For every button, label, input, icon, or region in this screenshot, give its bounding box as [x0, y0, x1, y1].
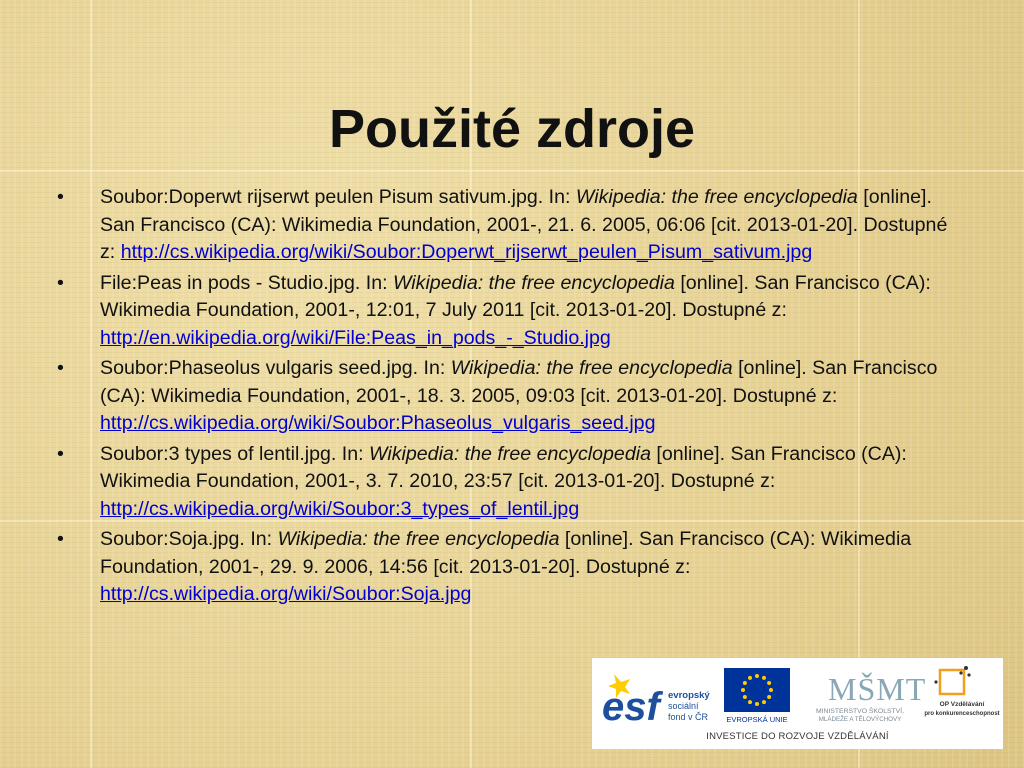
reference-source-title: Wikipedia: the free encyclopedia	[575, 186, 858, 208]
esf-text-1: evropský	[668, 690, 710, 701]
eu-star-icon	[767, 695, 771, 699]
reference-text: Soubor:Doperwt rijserwt peulen Pisum sativum.jpg. In:	[100, 186, 576, 208]
op-dot-icon	[964, 666, 968, 670]
reference-text: File:Peas in pods - Studio.jpg. In:	[100, 271, 393, 294]
reference-source-title: Wikipedia: the free encyclopedia	[450, 357, 733, 379]
reference-link[interactable]: http://cs.wikipedia.org/wiki/Soubor:Doperwt_rijserwt_peulen_Pisum_sativum.jpg	[120, 241, 813, 263]
reference-item	[55, 355, 955, 438]
eu-star-icon	[748, 676, 752, 680]
reference-details: [online]. San Francisco (CA): Wikimedia Foundation, 2001-, 21. 6. 2005, 06:06 [cit. 2013-01-20]. Dostupné z:	[100, 186, 948, 263]
reference-details: [online]. San Francisco (CA): Wikimedia Foundation, 2001-, 18. 3. 2005, 09:03 [cit. 2013-01-20]. Dostupné z:	[100, 357, 938, 407]
reference-link[interactable]: http://cs.wikipedia.org/wiki/Soubor:Soja.jpg	[100, 583, 472, 605]
reference-text: Soubor:3 types of lentil.jpg. In:	[100, 442, 370, 465]
reference-details: [online]. San Francisco (CA): Wikimedia Foundation, 2001-, 3. 7. 2010, 23:57 [cit. 2013-01-20]. Dostupné z:	[100, 442, 907, 492]
bullet: •	[57, 528, 64, 550]
eu-star-icon	[755, 702, 759, 706]
eu-star-icon	[748, 700, 752, 704]
eu-star-icon	[755, 674, 759, 678]
reference-text: Soubor:Phaseolus vulgaris seed.jpg. In:	[100, 357, 451, 379]
eu-star-icon	[741, 688, 745, 692]
reference-text: Soubor:Soja.jpg. In:	[100, 528, 278, 550]
op-text-1: OP Vzdělávání	[939, 701, 985, 708]
bullet: •	[57, 271, 64, 294]
esf-logo	[602, 674, 710, 729]
eu-star-icon	[743, 695, 747, 699]
background-seam	[0, 170, 1024, 172]
reference-item	[55, 270, 955, 353]
bullet: •	[57, 442, 64, 465]
bullet: •	[57, 357, 64, 379]
reference-details: [online]. San Francisco (CA): Wikimedia Foundation, 2001-, 12:01, 7 July 2011 [cit. 2013-01-20]. Dostupné z:	[100, 271, 931, 321]
msmt-text-2: MLÁDEŽE A TĚLOVÝCHOVY	[818, 716, 902, 723]
op-dot-icon	[959, 671, 962, 674]
reference-link[interactable]: http://cs.wikipedia.org/wiki/Soubor:Phaseolus_vulgaris_seed.jpg	[100, 412, 656, 434]
op-dot-icon	[934, 680, 937, 683]
reference-list	[55, 184, 955, 612]
reference-link[interactable]: http://cs.wikipedia.org/wiki/Soubor:3_types_of_lentil.jpg	[100, 497, 580, 520]
op-dot-icon	[967, 673, 970, 676]
op-text-2: pro konkurenceschopnost	[924, 711, 1000, 717]
eu-star-icon	[762, 676, 766, 680]
eu-star-icon	[767, 681, 771, 685]
reference-source-title: Wikipedia: the free encyclopedia	[277, 528, 560, 550]
op-logo	[924, 666, 999, 717]
reference-details: [online]. San Francisco (CA): Wikimedia Foundation, 2001-, 29. 9. 2006, 14:56 [cit. 2013-01-20]. Dostupné z:	[100, 528, 912, 578]
reference-item	[55, 184, 955, 267]
eu-flag-logo	[724, 668, 790, 724]
msmt-mark: MŠMT	[828, 671, 927, 707]
esf-mark: esf	[602, 685, 660, 729]
funding-caption: INVESTICE DO ROZVOJE VZDĚLÁVÁNÍ	[706, 731, 889, 742]
eu-star-icon	[769, 688, 773, 692]
reference-item	[55, 441, 955, 524]
reference-link[interactable]: http://en.wikipedia.org/wiki/File:Peas_in_pods_-_Studio.jpg	[100, 326, 611, 349]
reference-source-title: Wikipedia: the free encyclopedia	[369, 442, 651, 465]
msmt-text-1: MINISTERSTVO ŠKOLSTVÍ,	[816, 708, 904, 715]
eu-star-icon	[743, 681, 747, 685]
esf-text-2: sociální	[668, 701, 699, 711]
funding-logos	[592, 658, 1003, 749]
slide-title: Použité zdroje	[328, 99, 696, 160]
eu-label: EVROPSKÁ UNIE	[726, 715, 788, 724]
reference-item	[55, 526, 955, 609]
esf-text-3: fond v ČR	[668, 712, 709, 722]
eu-star-icon	[762, 700, 766, 704]
reference-source-title: Wikipedia: the free encyclopedia	[392, 271, 675, 294]
bullet: •	[57, 186, 64, 208]
msmt-logo	[816, 671, 926, 723]
